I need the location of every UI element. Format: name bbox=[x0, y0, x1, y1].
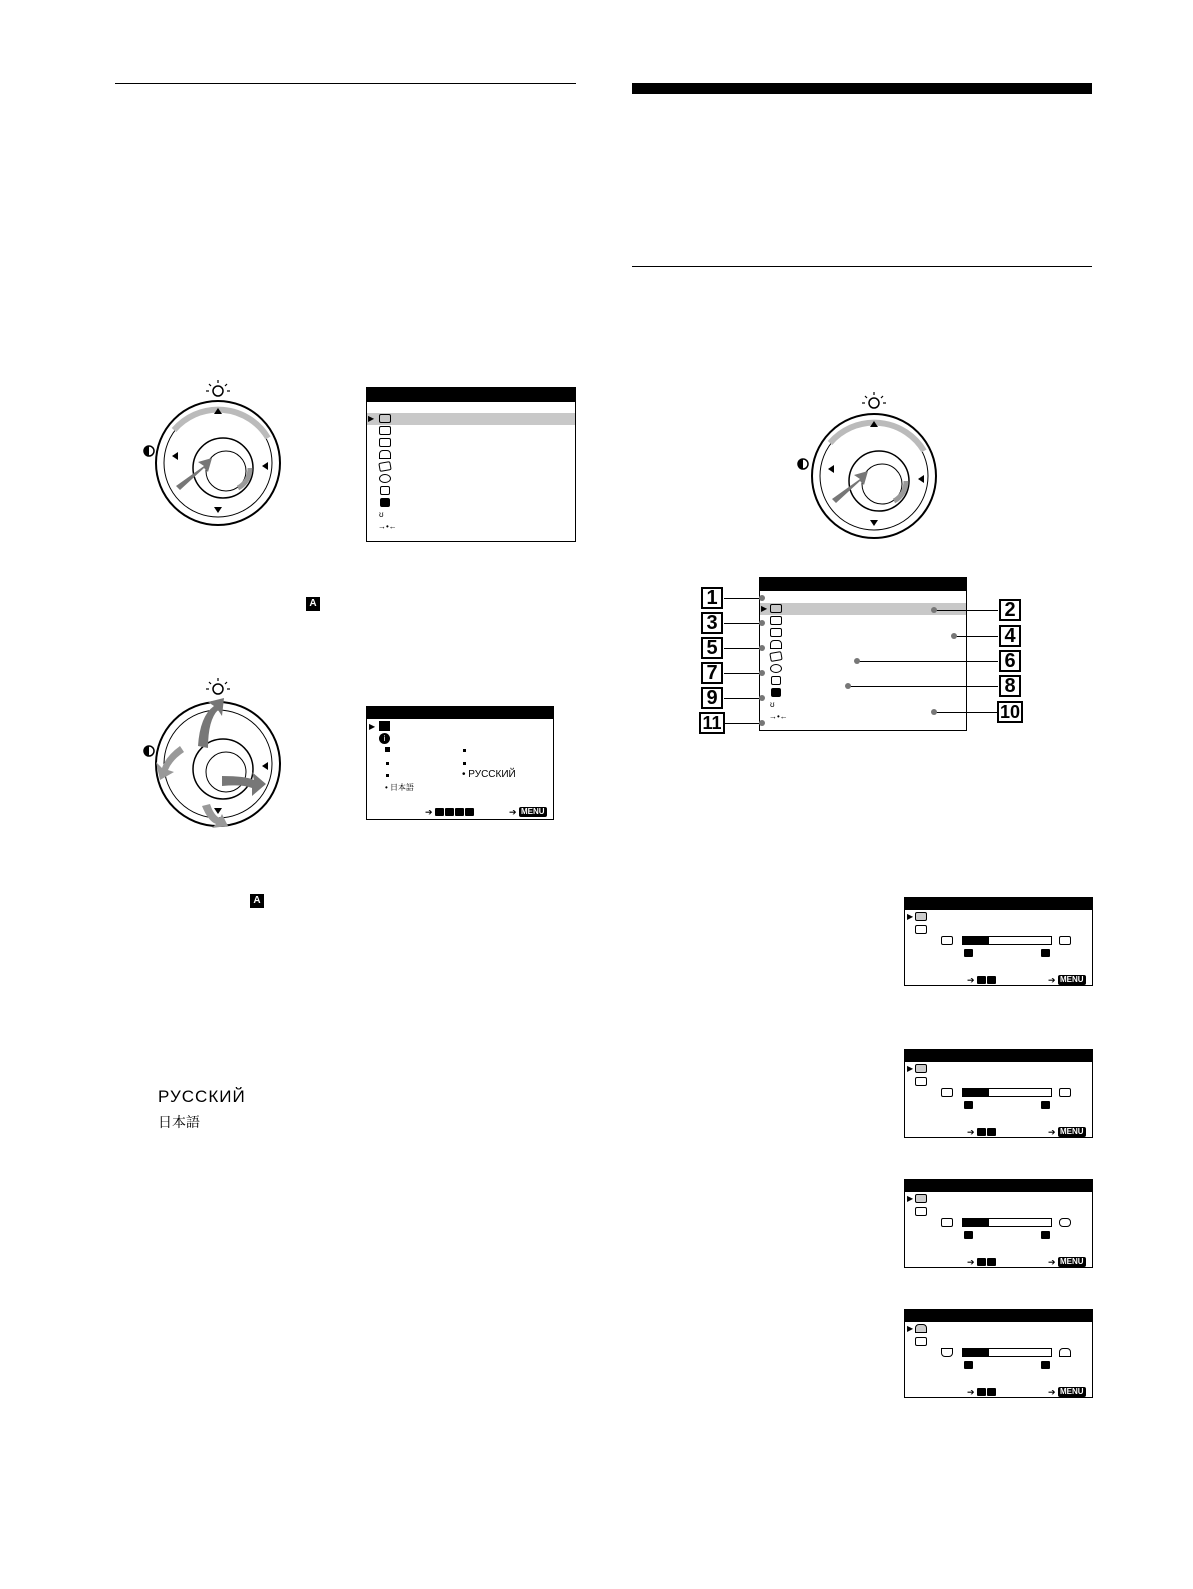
callout-leader bbox=[859, 661, 998, 662]
trapezoid-level-fill bbox=[963, 1349, 989, 1356]
language-list-russian: РУССКИЙ bbox=[158, 1087, 246, 1106]
menu-button-label: MENU bbox=[521, 807, 545, 816]
menu-button-label: MENU bbox=[1060, 1257, 1084, 1266]
degauss-icon: ʊ bbox=[770, 700, 775, 709]
nav-arrow-icon: ➔ bbox=[967, 975, 975, 985]
up-button-icon bbox=[977, 1258, 986, 1266]
center-level-bar bbox=[962, 1088, 1052, 1097]
up-button-icon bbox=[1041, 1101, 1050, 1109]
trapezoid-icon bbox=[770, 640, 782, 649]
color-icon bbox=[380, 486, 390, 495]
menu-arrow-icon: ➔ bbox=[1048, 1387, 1056, 1397]
down-shift-icon bbox=[941, 1088, 953, 1097]
size-icon bbox=[770, 604, 782, 613]
callout-2: 2 bbox=[999, 599, 1021, 621]
menu-arrow-icon: ➔ bbox=[509, 807, 517, 817]
callout-5: 5 bbox=[701, 637, 723, 659]
callout-dot bbox=[931, 709, 937, 715]
left-button-icon bbox=[455, 808, 464, 816]
wide-icon bbox=[1059, 936, 1071, 945]
pincushion-icon bbox=[770, 628, 782, 637]
language-option-russian[interactable]: • РУССКИЙ bbox=[462, 769, 516, 780]
down-button-icon bbox=[964, 1361, 973, 1369]
down-button-icon bbox=[987, 1258, 996, 1266]
size-icon bbox=[379, 414, 391, 423]
callout-leader bbox=[936, 610, 998, 611]
trapezoid-narrow-top-icon bbox=[941, 1348, 953, 1357]
pin-balance-icon bbox=[915, 1207, 927, 1216]
down-button-icon bbox=[987, 1388, 996, 1396]
trapezoid-icon bbox=[379, 450, 391, 459]
language-menu-osd: ▶ i • РУССКИЙ • 日本語 ➔ ➔ MENU bbox=[366, 706, 554, 820]
center-icon bbox=[379, 426, 391, 435]
callout-leader bbox=[724, 698, 762, 699]
down-button-icon bbox=[964, 1231, 973, 1239]
contrast-icon bbox=[144, 746, 154, 756]
callout-11: 11 bbox=[699, 712, 725, 734]
pincushion-icon bbox=[915, 1194, 927, 1203]
trapezoid-wide-bottom-icon bbox=[1059, 1348, 1071, 1357]
pincushion-adjust-osd: ▶ ➔ ➔ MENU bbox=[904, 1179, 1093, 1268]
menu-arrow-icon: ➔ bbox=[1048, 975, 1056, 985]
callout-leader bbox=[724, 598, 762, 599]
color-icon bbox=[771, 676, 781, 685]
menu-arrow-icon: ➔ bbox=[1048, 1127, 1056, 1137]
language-option-marker bbox=[463, 762, 466, 765]
callout-leader bbox=[850, 686, 998, 687]
nav-arrow-icon: ➔ bbox=[967, 1127, 975, 1137]
trapezoid-icon bbox=[915, 1324, 927, 1333]
language-icon bbox=[380, 498, 390, 507]
up-button-icon bbox=[977, 1388, 986, 1396]
callout-leader bbox=[936, 712, 998, 713]
annotated-main-menu-osd bbox=[759, 577, 967, 731]
callout-8: 8 bbox=[999, 675, 1021, 697]
up-button-icon bbox=[977, 976, 986, 984]
down-button-icon bbox=[987, 976, 996, 984]
menu-item-convergence[interactable] bbox=[367, 473, 575, 485]
convergence-icon bbox=[379, 474, 391, 483]
control-dial-illustration-3 bbox=[795, 390, 945, 540]
convergence-icon bbox=[770, 664, 782, 673]
callout-leader bbox=[724, 673, 762, 674]
brightness-icon bbox=[862, 392, 886, 408]
nav-arrow-icon: ➔ bbox=[967, 1257, 975, 1267]
menu-item-rotation[interactable] bbox=[367, 461, 575, 473]
main-menu-osd bbox=[366, 387, 576, 542]
callout-10: 10 bbox=[997, 701, 1023, 723]
callout-dot bbox=[759, 670, 765, 676]
language-option-marker bbox=[386, 762, 389, 765]
menu-item-size[interactable]: ▶ bbox=[760, 603, 966, 615]
down-button-icon bbox=[964, 949, 973, 957]
callout-6: 6 bbox=[999, 650, 1021, 672]
reset-icon: →•← bbox=[378, 522, 397, 531]
nav-arrow-icon: ➔ bbox=[967, 1387, 975, 1397]
up-button-icon bbox=[1041, 1231, 1050, 1239]
parallelogram-icon bbox=[915, 1337, 927, 1346]
center-level-fill bbox=[963, 1089, 989, 1096]
trapezoid-adjust-osd: ▶ ➔ ➔ MENU bbox=[904, 1309, 1093, 1398]
pincushion-level-bar bbox=[962, 1218, 1052, 1227]
callout-3: 3 bbox=[701, 612, 723, 634]
callout-leader bbox=[724, 648, 762, 649]
size-level-fill bbox=[963, 937, 989, 944]
h-size-icon bbox=[915, 912, 927, 921]
callout-9: 9 bbox=[701, 687, 723, 709]
callout-dot bbox=[759, 695, 765, 701]
menu-item-convergence[interactable] bbox=[760, 663, 966, 675]
callout-dot bbox=[759, 645, 765, 651]
callout-dot bbox=[951, 633, 957, 639]
menu-button-label: MENU bbox=[1060, 975, 1084, 984]
contrast-icon bbox=[144, 446, 154, 456]
rotation-icon bbox=[378, 461, 391, 472]
right-section-rule bbox=[632, 266, 1092, 267]
center-adjust-osd: ▶ ➔ ➔ MENU bbox=[904, 1049, 1093, 1138]
trapezoid-level-bar bbox=[962, 1348, 1052, 1357]
selected-language-marker bbox=[385, 747, 390, 752]
v-center-icon bbox=[915, 1064, 927, 1073]
callout-1: 1 bbox=[701, 587, 723, 609]
callout-dot bbox=[931, 607, 937, 613]
language-list-japanese: 日本語 bbox=[158, 1114, 200, 1130]
callout-dot bbox=[759, 620, 765, 626]
left-top-rule bbox=[115, 83, 576, 84]
pincushion-in-icon bbox=[941, 1218, 953, 1227]
menu-item-color[interactable] bbox=[367, 485, 575, 497]
up-button-icon bbox=[977, 1128, 986, 1136]
menu-item-geometry[interactable] bbox=[367, 437, 575, 449]
brightness-icon bbox=[206, 678, 230, 694]
language-icon: A bbox=[306, 597, 320, 611]
h-center-icon bbox=[915, 1077, 927, 1086]
menu-item-reset[interactable] bbox=[367, 521, 575, 533]
menu-item-geometry[interactable] bbox=[760, 627, 966, 639]
up-button-icon bbox=[1041, 949, 1050, 957]
narrow-icon bbox=[941, 936, 953, 945]
center-icon bbox=[770, 616, 782, 625]
info-icon: i bbox=[379, 733, 390, 744]
menu-item-size[interactable]: ▶ bbox=[367, 413, 575, 425]
menu-item-trapezoid[interactable] bbox=[760, 639, 966, 651]
size-adjust-osd: ▶ ➔ ➔ MENU bbox=[904, 897, 1093, 986]
right-title-bar bbox=[632, 83, 1092, 94]
menu-arrow-icon: ➔ bbox=[1048, 1257, 1056, 1267]
menu-item-center[interactable] bbox=[367, 425, 575, 437]
callout-dot bbox=[854, 658, 860, 664]
up-button-icon bbox=[1041, 1361, 1050, 1369]
menu-item-language[interactable] bbox=[760, 687, 966, 699]
control-dial-illustration-1 bbox=[138, 378, 288, 528]
language-option-marker bbox=[386, 774, 389, 777]
callout-dot bbox=[845, 683, 851, 689]
pincushion-icon bbox=[379, 438, 391, 447]
callout-7: 7 bbox=[701, 662, 723, 684]
callout-dot bbox=[759, 595, 765, 601]
language-icon bbox=[379, 721, 390, 731]
right-button-icon bbox=[465, 808, 474, 816]
rotation-icon bbox=[769, 651, 782, 662]
callout-4: 4 bbox=[999, 625, 1021, 647]
contrast-icon bbox=[798, 459, 808, 469]
down-button-icon bbox=[987, 1128, 996, 1136]
callout-leader bbox=[724, 723, 762, 724]
control-dial-illustration-2 bbox=[138, 676, 288, 831]
menu-item-language[interactable] bbox=[367, 497, 575, 509]
menu-item-trapezoid[interactable] bbox=[367, 449, 575, 461]
callout-leader bbox=[956, 636, 998, 637]
nav-hint: ➔ bbox=[425, 807, 433, 817]
barrel-icon bbox=[1059, 1218, 1071, 1227]
language-option-japanese[interactable]: • 日本語 bbox=[385, 783, 415, 792]
brightness-icon bbox=[206, 380, 230, 396]
down-button-icon bbox=[964, 1101, 973, 1109]
menu-button-label: MENU bbox=[1060, 1127, 1084, 1136]
reset-icon: →•← bbox=[769, 712, 788, 721]
menu-button-label: MENU bbox=[1060, 1387, 1084, 1396]
down-button-icon bbox=[445, 808, 454, 816]
menu-item-degauss[interactable] bbox=[367, 509, 575, 521]
v-size-icon bbox=[915, 925, 927, 934]
size-level-bar bbox=[962, 936, 1052, 945]
up-shift-icon bbox=[1059, 1088, 1071, 1097]
language-option-marker bbox=[463, 749, 466, 752]
up-button-icon bbox=[435, 808, 444, 816]
language-icon bbox=[771, 688, 781, 697]
degauss-icon: ʊ bbox=[379, 510, 384, 519]
language-icon: A bbox=[250, 894, 264, 908]
pincushion-level-fill bbox=[963, 1219, 989, 1226]
callout-leader bbox=[724, 623, 762, 624]
menu-item-center[interactable] bbox=[760, 615, 966, 627]
callout-dot bbox=[759, 720, 765, 726]
